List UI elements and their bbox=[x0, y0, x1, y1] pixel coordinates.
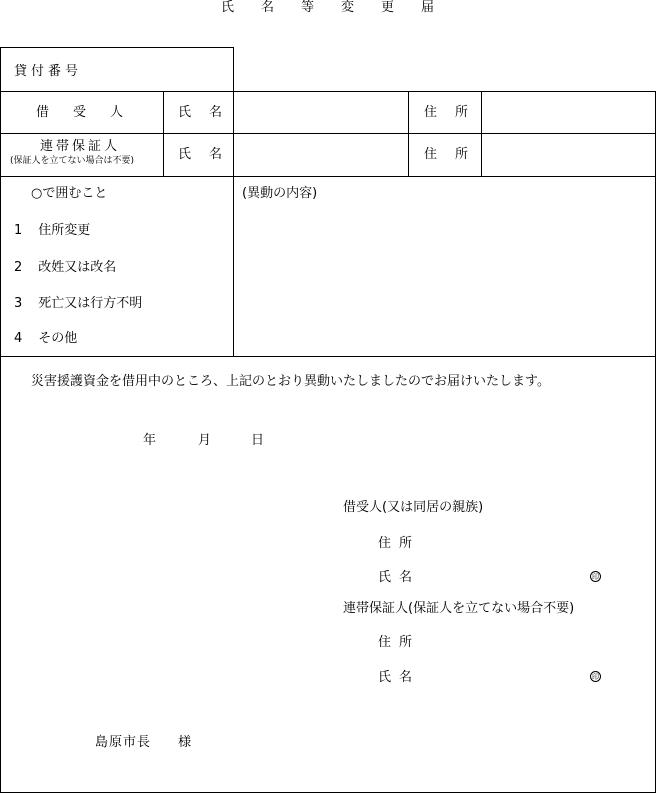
signer-guarantor-address-label: 住 所 bbox=[378, 635, 413, 650]
borrower-name-label: 氏 名 bbox=[178, 105, 223, 120]
guarantor-note: (保証人を立てない場合は不要) bbox=[10, 156, 135, 166]
list-item: 4 その他 bbox=[14, 331, 78, 346]
date-day: 日 bbox=[251, 433, 265, 448]
list-item: 2 改姓又は改名 bbox=[14, 260, 117, 275]
signer-guarantor-name-label: 氏 名 bbox=[378, 670, 413, 685]
circle-instruction: ○で囲むこと bbox=[31, 186, 108, 201]
date-year: 年 bbox=[143, 433, 157, 448]
loan-number-label: 貸 付 番 号 bbox=[14, 64, 79, 79]
guarantor-name-label: 氏 名 bbox=[178, 147, 223, 162]
rule-left bbox=[0, 47, 1, 793]
rule-col-label bbox=[163, 91, 164, 177]
signer-borrower-address-label: 住 所 bbox=[378, 536, 413, 551]
seal-mark: 印 bbox=[592, 673, 599, 681]
rule-row1 bbox=[0, 133, 656, 134]
addressee: 島原市長 様 bbox=[95, 735, 192, 750]
list-item: 1 住所変更 bbox=[14, 223, 91, 238]
borrower-address-label: 住 所 bbox=[424, 105, 469, 120]
date-month: 月 bbox=[198, 433, 212, 448]
rule-top-loan bbox=[0, 47, 234, 48]
signer-guarantor-label: 連帯保証人(保証人を立てない場合不要) bbox=[343, 601, 575, 616]
borrower-label: 借 受 人 bbox=[36, 105, 124, 120]
signer-borrower-name-label: 氏 名 bbox=[378, 570, 413, 585]
rule-top-table bbox=[0, 91, 656, 92]
rule-row2 bbox=[0, 176, 656, 177]
signer-borrower-label: 借受人(又は同居の親族) bbox=[343, 500, 484, 515]
page-title: 氏 名 等 変 更 届 bbox=[220, 0, 436, 15]
rule-row3 bbox=[0, 356, 656, 357]
change-details-label: (異動の内容) bbox=[242, 186, 318, 201]
guarantor-address-label: 住 所 bbox=[424, 147, 469, 162]
rule-col-address bbox=[408, 91, 409, 177]
rule-col-address-value bbox=[481, 91, 482, 177]
rule-bottom bbox=[0, 792, 656, 793]
seal-mark: 印 bbox=[592, 573, 599, 581]
statement-text: 災害援護資金を借用中のところ、上記のとおり異動いたしましたのでお届けいたします。 bbox=[31, 374, 550, 389]
list-item: 3 死亡又は行方不明 bbox=[14, 296, 143, 311]
guarantor-label: 連 帯 保 証 人 bbox=[40, 139, 118, 154]
rule-col-main bbox=[233, 47, 234, 357]
